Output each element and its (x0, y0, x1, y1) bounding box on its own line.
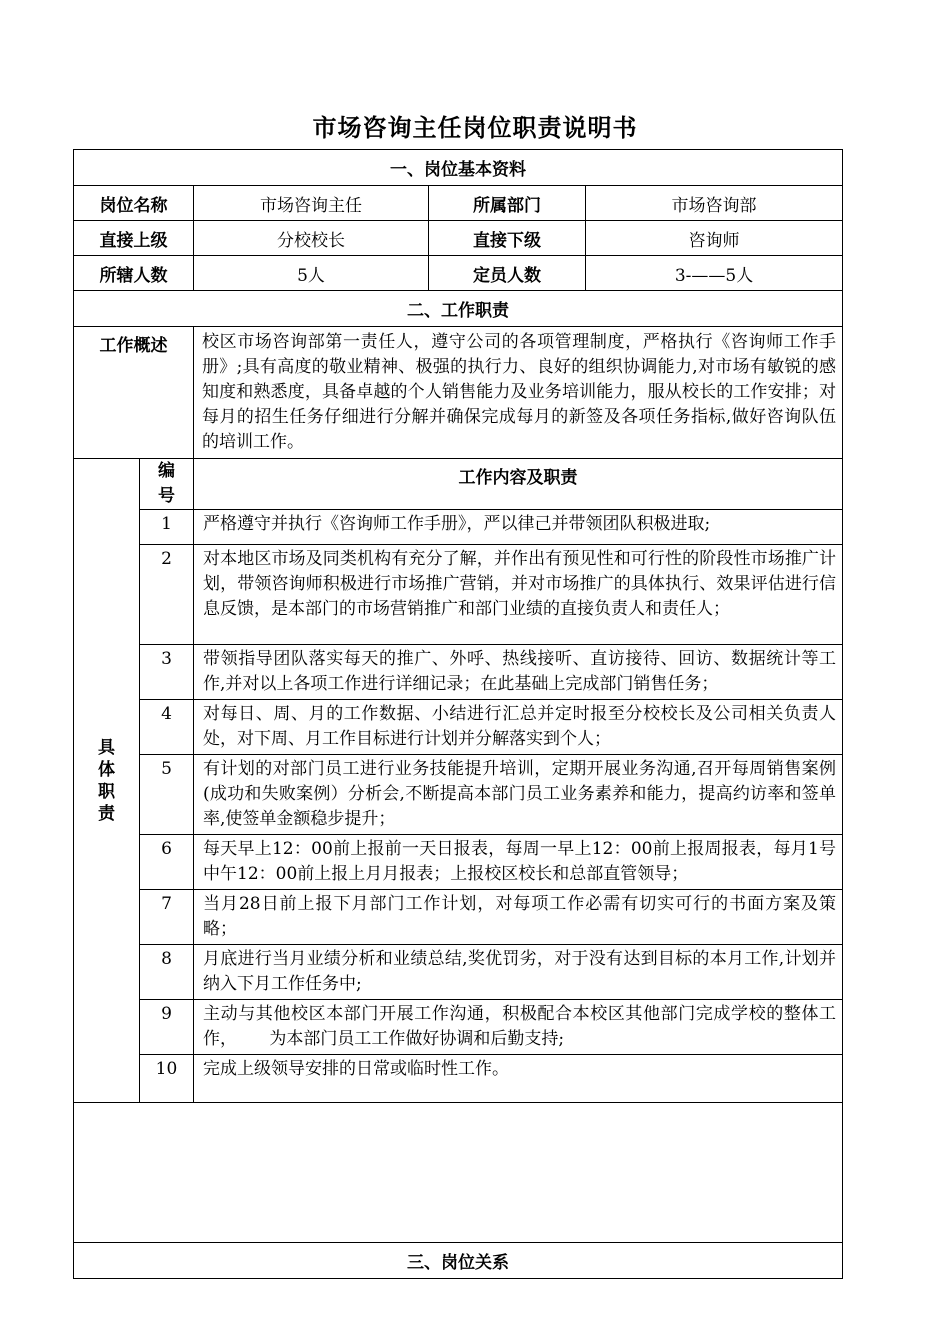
duty-number: 7 (140, 890, 194, 945)
duty-number: 10 (140, 1055, 194, 1103)
post-name-label: 岗位名称 (74, 186, 194, 221)
job-description-table (73, 149, 843, 1279)
duty-number: 3 (140, 645, 194, 700)
superior-label: 直接上级 (74, 221, 194, 256)
number-header: 编 号 (140, 459, 194, 510)
subordinate-label: 直接下级 (429, 221, 586, 256)
duty-number: 8 (140, 945, 194, 1000)
duty-text: 每天早上12：00前上报前一天日报表，每周一早上12：00前上报周报表，每月1号中午12：00前上报上月月报表；上报校区校长和总部直管领导； (194, 835, 843, 890)
duty-text: 带领指导团队落实每天的推广、外呼、热线接听、直访接待、回访、数据统计等工作,并对以上各项工作进行详细记录；在此基础上完成部门销售任务； (194, 645, 843, 700)
duty-text: 有计划的对部门员工进行业务技能提升培训，定期开展业务沟通,召开每周销售案例(成功和失败案例）分析会,不断提高本部门员工业务素养和能力，提高约访率和签单率,使签单金额稳步提升； (194, 755, 843, 835)
duty-number: 1 (140, 510, 194, 545)
page-title: 市场咨询主任岗位职责说明书 (312, 113, 638, 142)
post-name-value: 市场咨询主任 (194, 186, 429, 221)
subordinate-value: 咨询师 (586, 221, 843, 256)
managed-count-label: 所辖人数 (74, 256, 194, 291)
department-value: 市场咨询部 (586, 186, 843, 221)
duty-number: 5 (140, 755, 194, 835)
section-basic-info: 一、岗位基本资料 (74, 150, 843, 186)
duty-number: 6 (140, 835, 194, 890)
duty-text: 当月28日前上报下月部门工作计划，对每项工作必需有切实可行的书面方案及策略； (194, 890, 843, 945)
duty-text: 主动与其他校区本部门开展工作沟通，积极配合本校区其他部门完成学校的整体工作， 为本部门员工工作做好协调和后勤支持; (194, 1000, 843, 1055)
duty-number: 9 (140, 1000, 194, 1055)
superior-value: 分校校长 (194, 221, 429, 256)
duties-label: 具 体 职 责 (74, 459, 140, 1103)
section-relations: 三、岗位关系 (74, 1243, 843, 1279)
duty-number: 4 (140, 700, 194, 755)
section-duties: 二、工作职责 (74, 291, 843, 327)
managed-count-value: 5人 (194, 256, 429, 291)
department-label: 所属部门 (429, 186, 586, 221)
duty-text: 月底进行当月业绩分析和业绩总结,奖优罚劣，对于没有达到目标的本月工作,计划并纳入下月工作任务中; (194, 945, 843, 1000)
duty-text: 对本地区市场及同类机构有充分了解，并作出有预见性和可行性的阶段性市场推广计划，带领咨询师积极进行市场推广营销，并对市场推广的具体执行、效果评估进行信息反馈，是本部门的市场营销推广和部门业绩的直接负责人和责任人； (194, 545, 843, 645)
overview-label: 工作概述 (74, 327, 194, 459)
duty-text: 对每日、周、月的工作数据、小结进行汇总并定时报至分校校长及公司相关负责人处，对下周、月工作目标进行计划并分解落实到个人； (194, 700, 843, 755)
blank-area (74, 1103, 843, 1243)
duty-text: 完成上级领导安排的日常或临时性工作。 (194, 1055, 843, 1103)
content-header: 工作内容及职责 (194, 459, 843, 510)
quota-label: 定员人数 (429, 256, 586, 291)
quota-value: 3-——5人 (586, 256, 843, 291)
duty-number: 2 (140, 545, 194, 645)
overview-text: 校区市场咨询部第一责任人，遵守公司的各项管理制度，严格执行《咨询师工作手册》;具有高度的敬业精神、极强的执行力、良好的组织协调能力,对市场有敏锐的感知度和熟悉度，具备卓越的个人销售能力及业务培训能力，服从校长的工作安排；对每月的招生任务仔细进行分解并确保完成每月的新签及各项任务指标,做好咨询队伍的培训工作。 (194, 327, 843, 459)
duty-text: 严格遵守并执行《咨询师工作手册》，严以律己并带领团队积极进取; (194, 510, 843, 545)
